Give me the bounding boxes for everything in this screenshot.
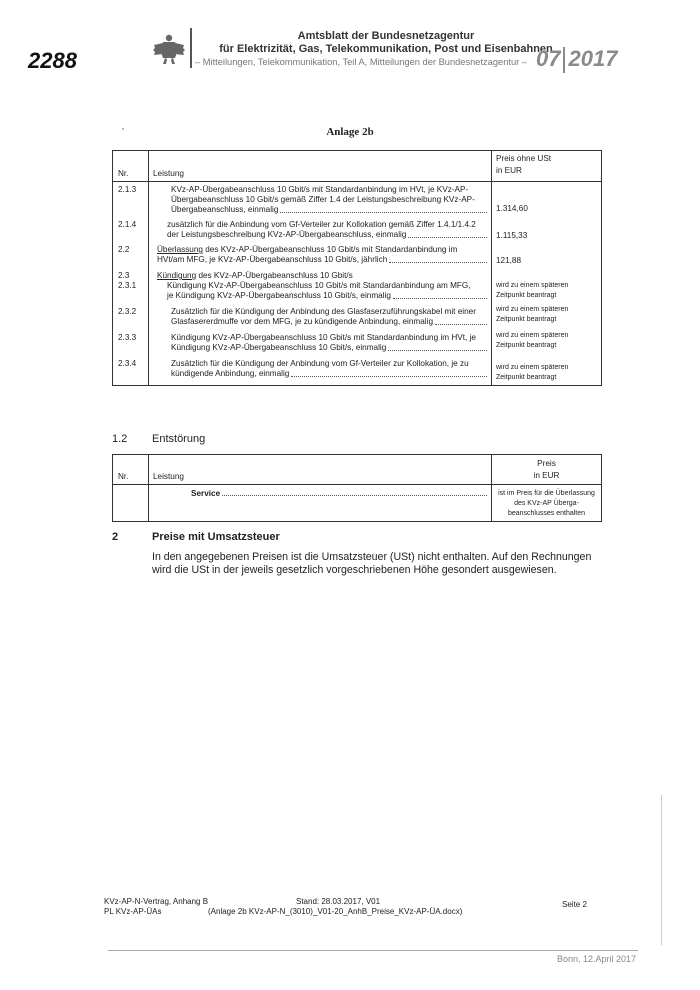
margin-line (661, 795, 662, 945)
table-row (113, 303, 602, 327)
bottom-rule (108, 950, 638, 951)
place-date: Bonn, 12.April 2017 (556, 954, 636, 964)
gazette-section: – Mitteilungen, Telekommunikation, Teil A, Mitteilungen der Bundesnetzagentur – (195, 57, 527, 67)
row-text (149, 281, 492, 303)
table-row (113, 240, 602, 265)
row-text-line: zusätzlich für die Anbindung vom Gf-Verteiler zur Kollokation gemäß Ziffer 1.4.1/1.4.2 (167, 220, 476, 229)
service-label: Service (191, 489, 487, 498)
table-row (113, 182, 602, 216)
col-preis-line2: in EUR (533, 471, 560, 480)
section-number: 1.2 (112, 433, 128, 445)
row-nr: 2.3.4 (113, 353, 149, 386)
row-text-line: KVz-AP-Übergabeanschluss 10 Gbit/s mit Standardanbindung im HVt, je KVz-AP- (171, 185, 469, 194)
row-text (149, 240, 492, 265)
row-text-line: Übergabeanschluss, einmalig (171, 205, 487, 215)
federal-eagle-icon (152, 32, 186, 66)
col-leistung: Leistung (149, 455, 492, 485)
section-title: Preise mit Umsatzsteuer (152, 531, 280, 543)
row-price: 121,88 (492, 240, 602, 265)
gazette-subtitle: für Elektrizität, Gas, Telekommunikation, Post und Eisenbahnen (219, 43, 553, 55)
footer-page: Seite 2 (562, 900, 587, 909)
row-text (149, 327, 492, 353)
row-nr: 2.1.4 (113, 215, 149, 240)
row-text-line: je Kündigung KVz-AP-Übergabeanschluss 10 Gbit/s, einmalig (167, 291, 487, 301)
col-preis-line2: in EUR (496, 166, 522, 175)
row-text-line: HVt/am MFG, je KVz-AP-Übergabeanschluss 10 Gbit/s, jährlich (157, 255, 487, 265)
row-price: 1.314,60 (492, 182, 602, 216)
col-leistung: Leistung (149, 151, 492, 182)
table-header (113, 151, 602, 182)
row-price: ist im Preis für die Überlassung des KVz-AP Überga- beanschlusses enthalten (492, 485, 602, 522)
row-text-line: kündigende Anbindung, einmalig (171, 369, 487, 379)
row-text (149, 182, 492, 216)
service-table (112, 454, 602, 522)
col-preis (492, 455, 602, 485)
section-number: 2 (112, 531, 119, 543)
gazette-title: Amtsblatt der Bundesnetzagentur (297, 30, 475, 42)
row-price: wird zu einem späteren Zeitpunkt beantragt (492, 353, 602, 386)
col-preis-line1: Preis (537, 459, 556, 468)
footer-pl: PL KVz-AP-ÜAs (104, 907, 162, 916)
row-nr: 2.3.3 (113, 327, 149, 353)
issue-year: 2017 (568, 46, 618, 71)
row-price: wird zu einem späteren Zeitpunkt beantragt (492, 303, 602, 327)
row-text: Kündigung des KVz-AP-Übergabeanschluss 10 Gbit/s (157, 271, 353, 280)
footer-stand: Stand: 28.03.2017, V01 (296, 897, 381, 906)
row-text-line: Kündigung KVz-AP-Übergabeanschluss 10 Gbit/s, einmalig (171, 343, 487, 353)
page-number: 2288 (28, 48, 77, 73)
row-text (149, 485, 492, 522)
col-nr: Nr. (113, 455, 149, 485)
table-row (113, 485, 602, 522)
paragraph-line: In den angegebenen Preisen ist die Umsatzsteuer (USt) nicht enthalten. Auf den Rechnungen (152, 551, 592, 563)
row-price: wird zu einem späteren Zeitpunkt beantragt (492, 281, 602, 303)
row-price: 1.115,33 (492, 215, 602, 240)
row-nr: 2.2 (113, 240, 149, 265)
col-nr: Nr. (113, 151, 149, 182)
row-price: wird zu einem späteren Zeitpunkt beantragt (492, 327, 602, 353)
row-text-line: Übergabeanschluss 10 Gbit/s gemäß Ziffer 1.4 der Leistungsbeschreibung KVz-AP- (171, 195, 475, 204)
anlage-title: Anlage 2b (326, 126, 374, 138)
table-row (113, 265, 602, 281)
row-nr: 2.3 (113, 265, 149, 281)
section-title: Entstörung (152, 433, 206, 445)
table-row (113, 215, 602, 240)
paragraph-line: wird die USt in der jeweils gesetzlich vorgeschriebenen Höhe gesondert ausgewiesen. (152, 564, 557, 576)
table-header (113, 455, 602, 485)
row-nr: 2.3.2 (113, 303, 149, 327)
table-row (113, 281, 602, 303)
row-nr: 2.3.1 (113, 281, 149, 303)
footer-contract: KVz-AP-N-Vertrag, Anhang B (104, 897, 209, 906)
row-text-line: der Leistungsbeschreibung KVz-AP-Übergabeanschluss, einmalig (167, 230, 487, 240)
row-text (149, 353, 492, 386)
col-preis-line1: Preis ohne USt (496, 154, 552, 163)
table-row (113, 353, 602, 386)
row-text-line: Zusätzlich für die Kündigung der Anbindung des Glasfaserzuführungskabel mit einer (171, 307, 476, 316)
row-text-line: Glasfasererdmuffe vor dem MFG, je zu kündigende Anbindung, einmalig (171, 317, 487, 327)
row-text-line: Kündigung KVz-AP-Übergabeanschluss 10 Gbit/s mit Standardanbindung am MFG, (167, 281, 471, 290)
footer-file: (Anlage 2b KVz-AP-N_(3010)_V01-20_AnhB_Preise_KVz-AP-ÜA.docx) (208, 907, 463, 916)
row-nr: 2.1.3 (113, 182, 149, 216)
col-preis (492, 151, 602, 182)
row-text (149, 215, 492, 240)
table-row (113, 327, 602, 353)
issue-number: 07 (536, 46, 561, 71)
price-table (112, 150, 602, 386)
row-text-line: Überlassung des KVz-AP-Übergabeanschluss 10 Gbit/s mit Standardanbindung im (157, 245, 458, 254)
issue-label (536, 46, 617, 73)
row-text-line: Kündigung KVz-AP-Übergabeanschluss 10 Gbit/s mit Standardanbindung im HVt, je (171, 333, 476, 342)
row-text (149, 303, 492, 327)
row-text-line: Zusätzlich für die Kündigung der Anbindung vom Gf-Verteiler zur Kollokation, je zu (171, 359, 469, 368)
paragraph (152, 551, 604, 577)
